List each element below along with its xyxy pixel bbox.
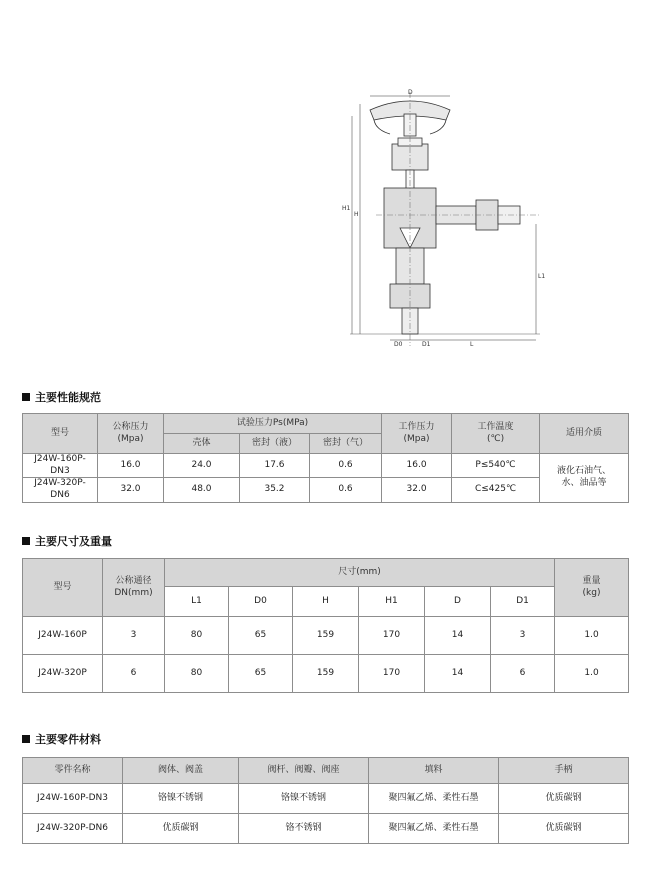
medium-cell: 液化石油气、 水、油品等 [540, 454, 629, 503]
table-row: J24W-320P 6 80 65 159 170 14 6 1.0 [23, 655, 629, 693]
col-shell: 壳体 [164, 434, 240, 454]
col-working-temp: 工作温度 (℃) [452, 414, 540, 454]
col-model: 型号 [23, 559, 103, 617]
section-bullet [22, 393, 30, 401]
col-d: D [425, 587, 491, 617]
col-stem-disc-seat: 阀杆、阀瓣、阀座 [239, 758, 369, 784]
table-row: J24W-320P-DN6 32.0 48.0 35.2 0.6 32.0 C≤425℃ [23, 478, 629, 502]
valve-technical-drawing [340, 88, 550, 350]
col-test-pressure: 试验压力Ps(MPa) [164, 414, 382, 434]
col-d0: D0 [229, 587, 293, 617]
dim-label-l: L [470, 341, 474, 348]
table-row: J24W-160P-DN3 铬镍不锈钢 铬镍不锈钢 聚四氟乙烯、柔性石墨 优质碳钢 [23, 784, 629, 814]
dim-label-d: D [408, 89, 413, 96]
col-packing: 填料 [369, 758, 499, 784]
table-row: J24W-320P-DN6 优质碳钢 铬不锈钢 聚四氟乙烯、柔性石墨 优质碳钢 [23, 814, 629, 844]
dim-label-h1: H1 [342, 205, 351, 212]
dimensions-table [22, 558, 629, 693]
dim-label-d0: D0 [394, 341, 403, 348]
col-dn: 公称通径 DN(mm) [103, 559, 165, 617]
col-d1: D1 [491, 587, 555, 617]
materials-section-title: 主要零件材料 [22, 731, 101, 747]
dimensions-section-title: 主要尺寸及重量 [22, 533, 112, 549]
table-row: J24W-160P-DN3 16.0 24.0 17.6 0.6 16.0 P≤540℃ 液化石油气、 水、油品等 [23, 454, 629, 478]
col-handle: 手柄 [499, 758, 629, 784]
col-seal-liquid: 密封（液） [240, 434, 310, 454]
table-row: J24W-160P 3 80 65 159 170 14 3 1.0 [23, 617, 629, 655]
materials-table [22, 757, 629, 844]
col-working-pressure: 工作压力 (Mpa) [382, 414, 452, 454]
col-medium: 适用介质 [540, 414, 629, 454]
col-body-bonnet: 阀体、阀盖 [123, 758, 239, 784]
dim-label-l1: L1 [538, 273, 546, 280]
col-h: H [293, 587, 359, 617]
section-bullet [22, 735, 30, 743]
section-bullet [22, 537, 30, 545]
performance-section-title: 主要性能规范 [22, 389, 101, 405]
dim-label-d1: D1 [422, 341, 431, 348]
col-model: 型号 [23, 414, 98, 454]
col-l1: L1 [165, 587, 229, 617]
col-nominal-pressure: 公称压力 (Mpa) [98, 414, 164, 454]
col-size: 尺寸(mm) [165, 559, 555, 587]
col-weight: 重量 (kg) [555, 559, 629, 617]
col-part-name: 零件名称 [23, 758, 123, 784]
col-h1: H1 [359, 587, 425, 617]
dim-label-h: H [354, 211, 359, 218]
performance-table [22, 413, 629, 503]
col-seal-gas: 密封（气） [310, 434, 382, 454]
